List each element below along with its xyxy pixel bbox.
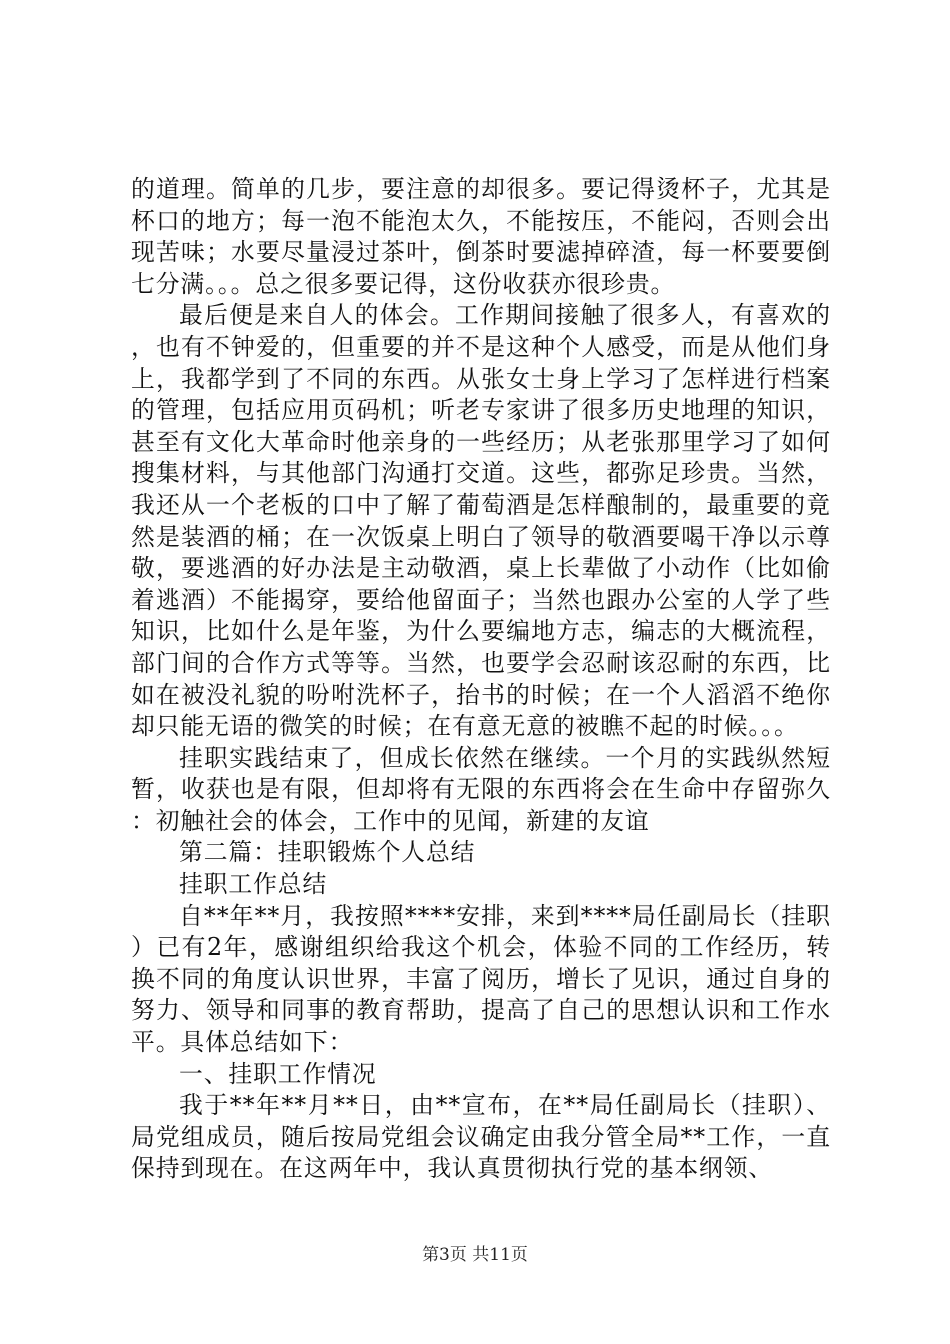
- page-number: 第3页: [422, 1245, 467, 1265]
- section-heading-part-two: 第二篇：挂职锻炼个人总结: [179, 838, 476, 867]
- paragraph-intro: 自**年**月，我按照****安排，来到****局任副局长（挂职）已有2年，感谢组织给我这个机会，体验不同的工作经历，转换不同的角度认识世界，丰富了阅历，增长了见识，通过自身的努力、领导和同事的教育帮助，提高了自己的思想认识和工作水平。具体总结如下：: [131, 901, 831, 1057]
- page-total: 共11页: [472, 1245, 528, 1265]
- section-heading-one: 一、挂职工作情况: [179, 1059, 377, 1088]
- paragraph-conclusion: 挂职实践结束了，但成长依然在继续。一个月的实践纵然短暂，收获也是有限，但却将有无限的东西将会在生命中存留弥久：初触社会的体会，工作中的见闻，新建的友谊: [131, 743, 831, 835]
- document-body: [131, 174, 831, 1185]
- paragraph-appointment: 我于**年**月**日，由**宣布，在**局任副局长（挂职）、局党组成员，随后按局党组会议确定由我分管全局**工作，一直保持到现在。在这两年中，我认真贯彻执行党的基本纲领、: [131, 1091, 831, 1183]
- document-subtitle: 挂职工作总结: [179, 870, 328, 899]
- paragraph-tea-lesson: 的道理。简单的几步，要注意的却很多。要记得烫杯子，尤其是杯口的地方；每一泡不能泡太久，不能按压，不能闷，否则会出现苦味；水要尽量浸过茶叶，倒茶时要滤掉碎渣，每一杯要要倒七分满。。。总之很多要记得，这份收获亦很珍贵。: [131, 175, 831, 298]
- paragraph-people-lessons: 最后便是来自人的体会。工作期间接触了很多人，有喜欢的，也有不钟爱的，但重要的并不是这种个人感受，而是从他们身上，我都学到了不同的东西。从张女士身上学习了怎样进行档案的管理，包括应用页码机；听老专家讲了很多历史地理的知识，甚至有文化大革命时他亲身的一些经历；从老张那里学习了如何搜集材料，与其他部门沟通打交道。这些，都弥足珍贵。当然，我还从一个老板的口中了解了葡萄酒是怎样酿制的，最重要的竟然是装酒的桶；在一次饭桌上明白了领导的敬酒要喝干净以示尊敬，要逃酒的好办法是主动敬酒，桌上长辈做了小动作（比如偷着逃酒）不能揭穿，要给他留面子；当然也跟办公室的人学了些知识，比如什么是年鉴，为什么要编地方志，编志的大概流程，部门间的合作方式等等。当然，也要学会忍耐该忍耐的东西，比如在被没礼貌的吩咐洗杯子，抬书的时候；在一个人滔滔不绝你却只能无语的微笑的时候；在有意无意的被瞧不起的时候。。。: [131, 301, 831, 741]
- page-footer: [0, 1244, 950, 1266]
